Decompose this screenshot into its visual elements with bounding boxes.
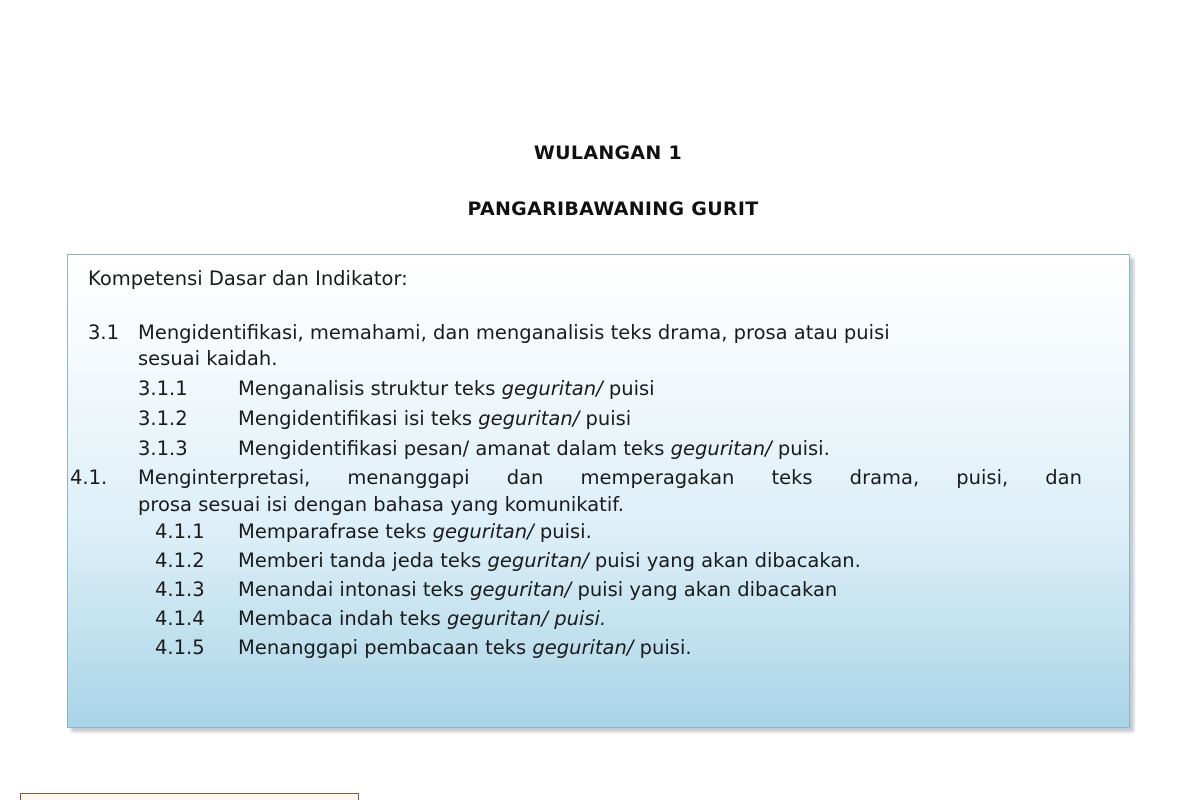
indicator-text: Menandai intonasi teks geguritan/ puisi yang akan dibacakan [238, 578, 838, 601]
indicator-number: 4.1.5 [155, 636, 205, 659]
competency-box-label: Kompetensi Dasar dan Indikator: [88, 267, 408, 290]
kd-4-1-text-line1: Menginterpretasi, menanggapi dan memperagakan teks drama, puisi, dan [138, 466, 1082, 489]
indicator-text: Menganalisis struktur teks geguritan/ puisi [238, 377, 655, 400]
page-subtitle: PANGARIBAWANING GURIT [467, 198, 759, 220]
indicator-text: Mengidentifikasi pesan/ amanat dalam teks geguritan/ puisi. [238, 437, 830, 460]
kd-3-1-text-line2: sesuai kaidah. [138, 347, 278, 370]
indicator-number: 3.1.1 [138, 377, 188, 400]
indicator-text: Memparafrase teks geguritan/ puisi. [238, 520, 592, 543]
indicator-text: Membaca indah teks geguritan/ puisi. [238, 607, 607, 630]
indicator-text: Memberi tanda jeda teks geguritan/ puisi yang akan dibacakan. [238, 549, 861, 572]
kd-4-1-number: 4.1. [70, 466, 108, 489]
indicator-number: 4.1.1 [155, 520, 205, 543]
kd-3-1-text-line1: Mengidentifikasi, memahami, dan menganalisis teks drama, prosa atau puisi [138, 321, 890, 344]
indicator-number: 3.1.3 [138, 437, 188, 460]
indicator-text: Menanggapi pembacaan teks geguritan/ puisi. [238, 636, 692, 659]
indicator-number: 4.1.3 [155, 578, 205, 601]
page-title: WULANGAN 1 [533, 142, 683, 164]
indicator-number: 4.1.4 [155, 607, 205, 630]
next-section-frame [20, 793, 359, 800]
indicator-number: 4.1.2 [155, 549, 205, 572]
indicator-text: Mengidentifikasi isi teks geguritan/ puisi [238, 407, 632, 430]
indicator-number: 3.1.2 [138, 407, 188, 430]
kd-3-1-number: 3.1 [88, 321, 120, 344]
kd-4-1-text-line2: prosa sesuai isi dengan bahasa yang komunikatif. [138, 493, 624, 516]
